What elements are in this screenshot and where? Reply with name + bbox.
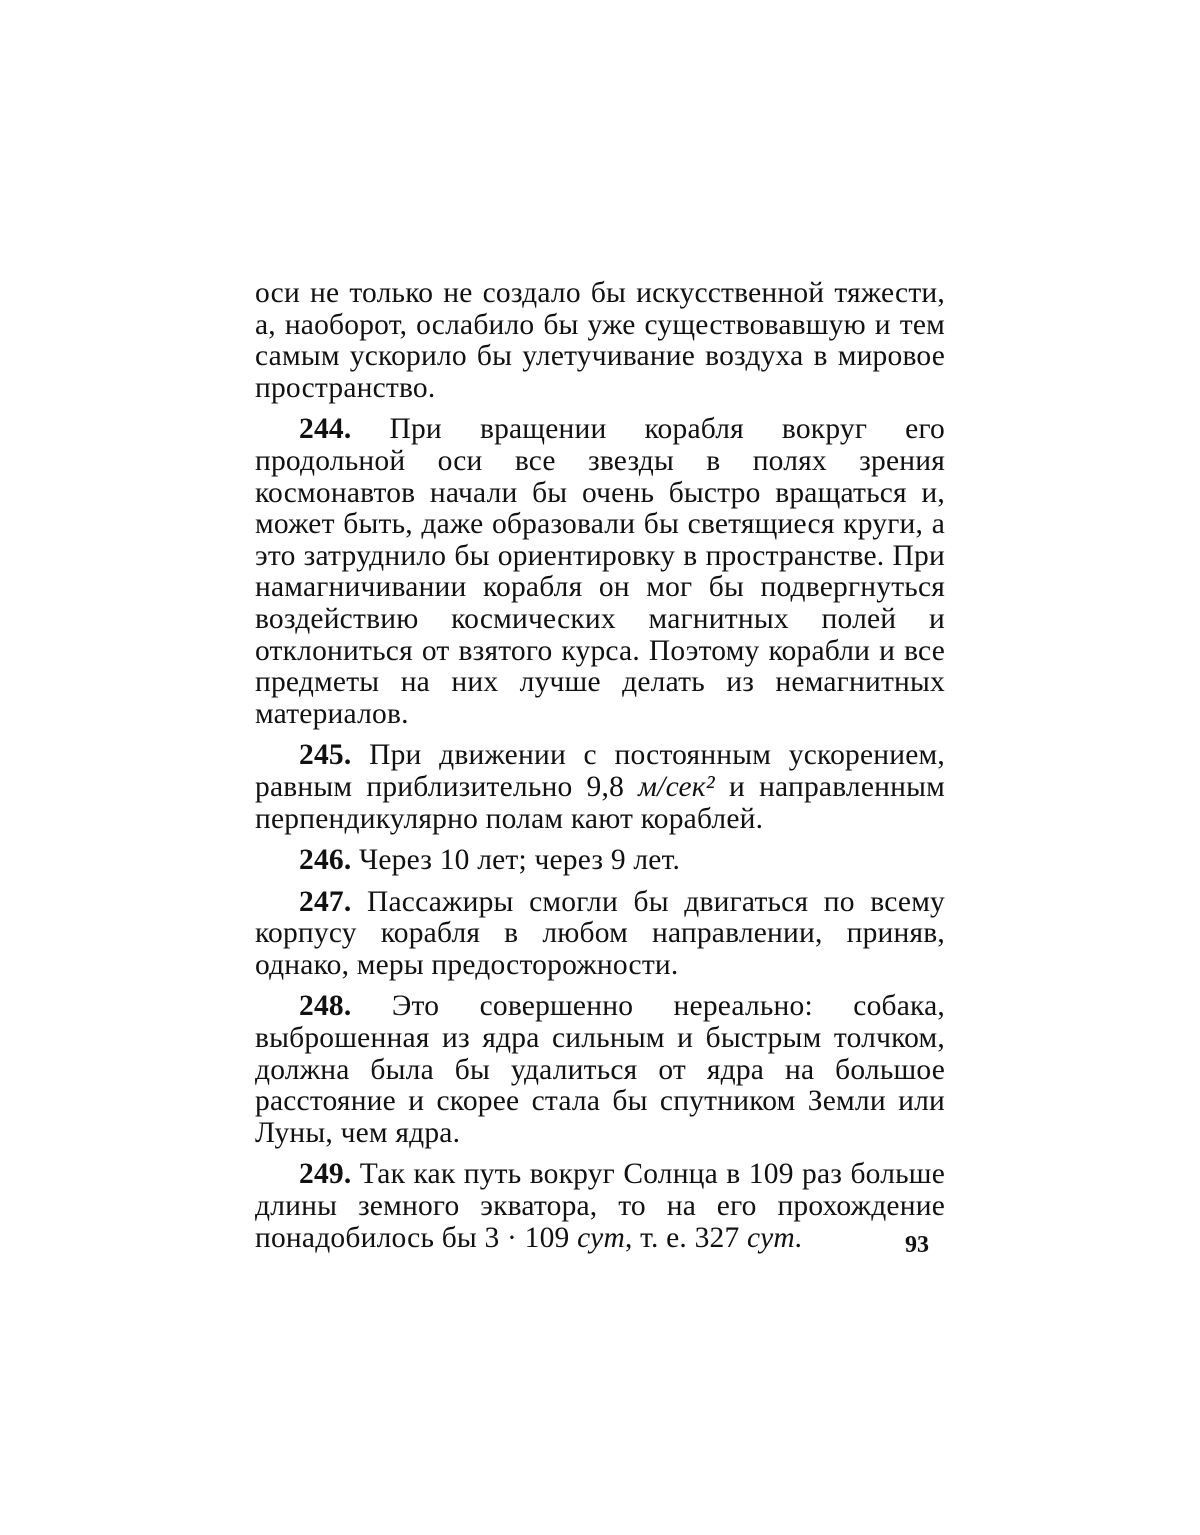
paragraph-text: Через 10 лет; через 9 лет. <box>359 844 681 877</box>
unit-days-final: сут. <box>747 1221 803 1254</box>
paragraph-text: При движении с постоянным ускорением, равным приблизительно 9,8 <box>255 739 945 803</box>
paragraph-number: 248. <box>299 990 352 1023</box>
paragraph-text-middle: , т. е. 327 <box>624 1221 747 1254</box>
unit-acceleration: м/сек² <box>638 770 715 803</box>
page-text <box>255 278 945 1264</box>
paragraph-246 <box>255 845 945 877</box>
paragraph-text: оси не только не создало бы искусственной тяжести, а, наоборот, ослабило бы уже существовавшую и тем самым ускорило бы улетучивание воздуха в мировое пространство. <box>255 277 945 404</box>
paragraph-245 <box>255 740 945 835</box>
paragraph-text: При вращении корабля вокруг его продольной оси все звезды в полях зрения космонавтов начали бы очень быстро вращаться и, может быть, даже образовали бы светящиеся круги, а это затруднило бы ориентировку в пространстве. При намагничивании корабля он мог бы подвергнуться воздействию космических магнитных полей и отклониться от взятого курса. Поэтому корабли и все предметы на них лучше делать из немагнитных материалов. <box>255 413 945 730</box>
paragraph-text: Пассажиры смогли бы двигаться по всему корпусу корабля в любом направлении, приняв, однако, меры предосторожности. <box>255 885 946 981</box>
paragraph-248 <box>255 991 945 1149</box>
paragraph-text: Это совершенно нереально: собака, выброшенная из ядра сильным и быстрым толчком, должна была бы удалиться от ядра на большое расстояние и скорее стала бы спутником Земли или Луны, чем ядра. <box>255 990 945 1149</box>
paragraph-text-end: и направленным перпендикулярно полам кают кораблей. <box>255 770 946 835</box>
paragraph-number: 246. <box>299 844 352 877</box>
page-number: 93 <box>905 1232 929 1258</box>
unit-days: сут <box>577 1221 625 1254</box>
paragraph-continuation <box>255 278 945 404</box>
paragraph-text: Так как путь вокруг Солнца в 109 раз больше длины земного экватора, то на его прохождение понадобилось бы 3 · 109 <box>255 1158 946 1254</box>
paragraph-249 <box>255 1159 945 1254</box>
paragraph-number: 249. <box>299 1158 352 1191</box>
paragraph-number: 247. <box>299 885 352 918</box>
paragraph-number: 244. <box>299 413 352 446</box>
paragraph-number: 245. <box>299 739 352 772</box>
paragraph-247 <box>255 887 945 982</box>
paragraph-244 <box>255 414 945 730</box>
